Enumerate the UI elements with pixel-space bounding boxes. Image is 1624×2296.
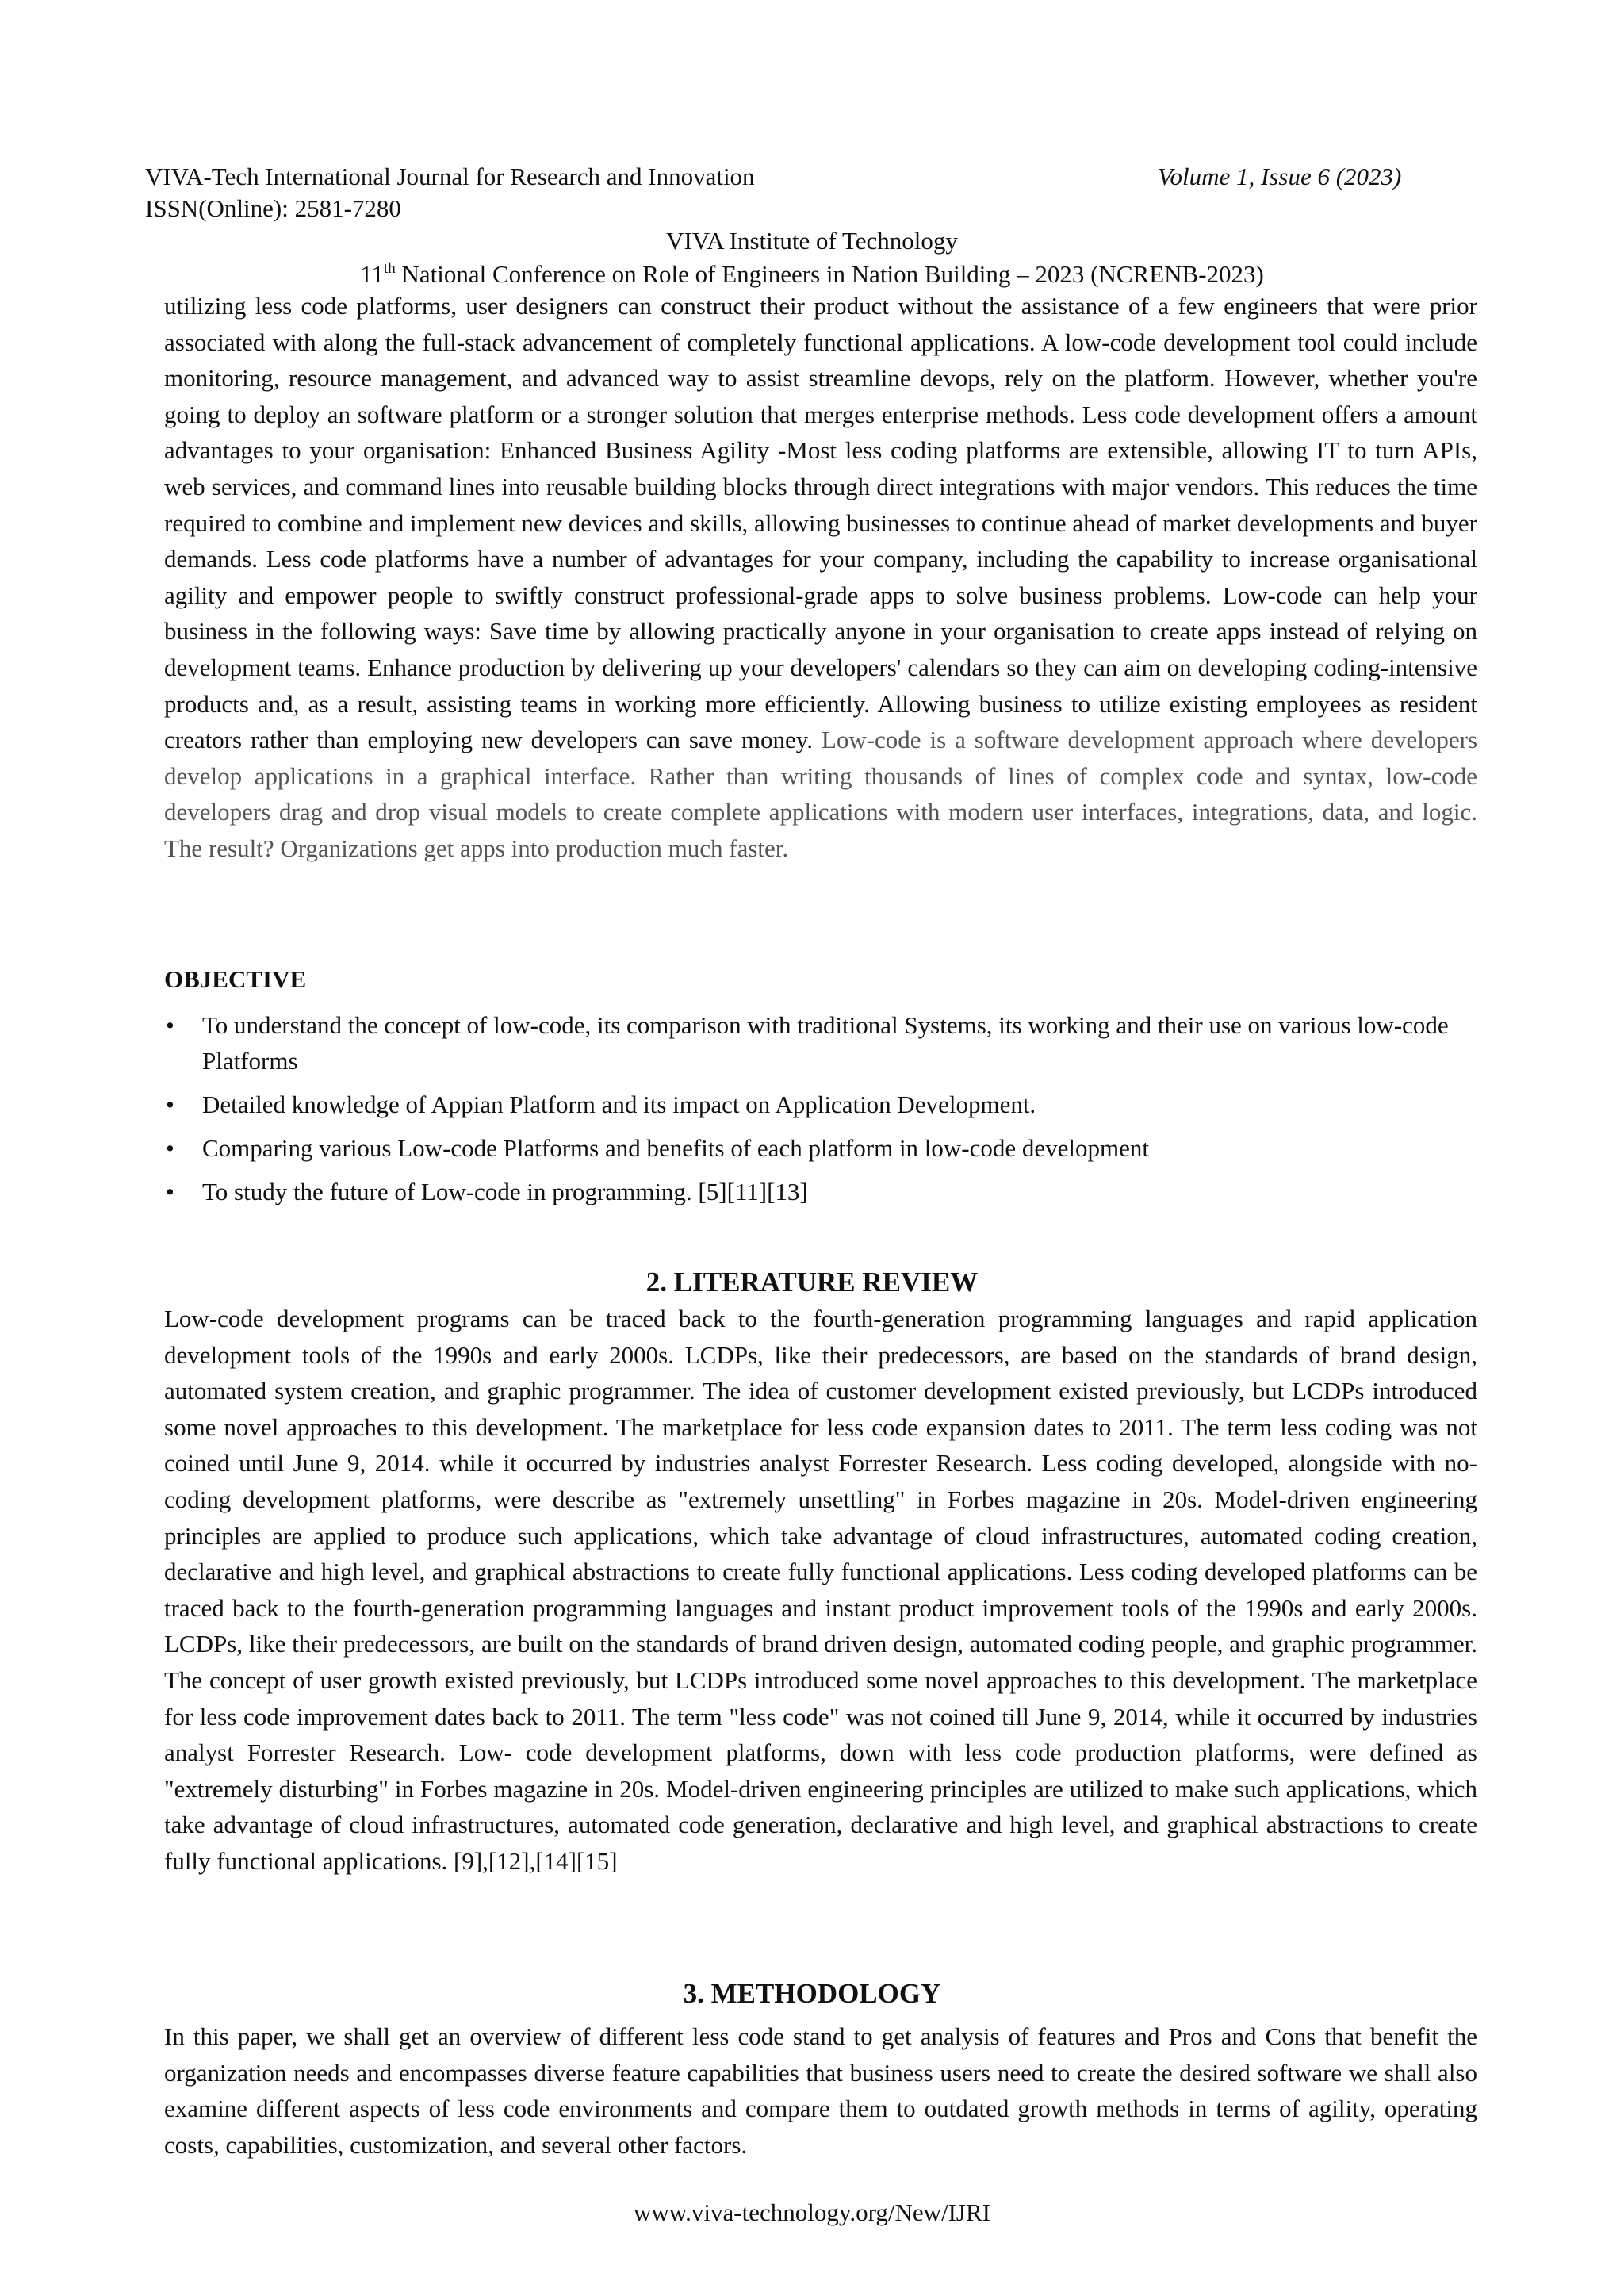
methodology-paragraph: In this paper, we shall get an overview of different less code stand to get analysis of features and Pros and Cons that benefit the organization needs and encompasses diverse feature capabilities that business users need to create the desired software we shall also examine different aspects of less code environments and compare them to outdated growth methods in terms of agility, operating costs, capabilities, customization, and several other factors. <box>164 2022 1477 2159</box>
conference-ordinal-number: 11 <box>360 260 384 288</box>
objective-item-text: To study the future of Low-code in programming. [5][11][13] <box>202 1178 808 1205</box>
volume-issue: Volume 1, Issue 6 (2023) <box>1158 163 1402 190</box>
bullet-icon: • <box>166 1011 174 1039</box>
objective-item <box>164 1007 1477 1079</box>
bullet-icon: • <box>166 1091 174 1118</box>
objective-item-text: To understand the concept of low-code, its comparison with traditional Systems, its working and their use on various low-code Platforms <box>202 1011 1449 1075</box>
objective-heading: OBJECTIVE <box>164 965 307 993</box>
journal-title: VIVA-Tech International Journal for Research and Innovation <box>145 163 755 190</box>
journal-header <box>145 161 755 224</box>
intro-gray-text: Low-code is a software development approach where developers develop applications in a graphical interface. Rather than writing thousands of lines of complex code and syntax, low-code developers drag and drop visual models to create complete applications with modern user interfaces, integrations, data, and logic. The result? Organizations get apps into production much faster. <box>164 726 1478 862</box>
objective-item <box>164 1174 1477 1209</box>
institute-name: VIVA Institute of Technology <box>666 227 958 255</box>
bullet-icon: • <box>166 1134 174 1162</box>
objective-item-text: Comparing various Low-code Platforms and benefits of each platform in low-code development <box>202 1134 1150 1162</box>
literature-review-heading: 2. LITERATURE REVIEW <box>645 1267 979 1297</box>
objective-list <box>164 1007 1477 1217</box>
intro-text: utilizing less code platforms, user designers can construct their product without the assistance of a few engineers that were prior associated with along the full-stack advancement of completely functional applications. A low-code development tool could include monitoring, resource management, and advanced way to assist streamline devops, rely on the platform. However, whether you're going to deploy an software platform or a stronger solution that merges enterprise methods. Less code development offers a amount advantages to your organisation: Enhanced Business Agility -Most less coding platforms are extensible, allowing IT to turn APIs, web services, and command lines into reusable building blocks through direct integrations with major vendors. This reduces the time required to combine and implement new devices and skills, allowing businesses to continue ahead of market developments and buyer demands. Less code platforms have a number of advantages for your company, including the capability to increase organisational agility and empower people to swiftly construct professional-grade apps to solve business problems. Low-code can help your business in the following ways: Save time by allowing practically anyone in your organisation to create apps instead of relying on development teams. Enhance production by delivering up your developers' calendars so they can aim on developing coding-intensive products and, as a result, assisting teams in working more efficiently. Allowing business to utilize existing employees as resident creators rather than employing new developers can save money. <box>164 292 1477 754</box>
objective-item <box>164 1130 1477 1166</box>
objective-item-text: Detailed knowledge of Appian Platform and its impact on Application Development. <box>202 1091 1036 1118</box>
conference-name: National Conference on Role of Engineers in Nation Building – 2023 (NCRENB-2023) <box>401 260 1264 288</box>
intro-paragraph <box>164 288 1477 867</box>
footer-url: www.viva-technology.org/New/IJRI <box>634 2198 990 2226</box>
methodology-heading: 3. METHODOLOGY <box>683 1978 941 2009</box>
conference-ordinal-suffix: th <box>383 260 396 277</box>
conference-line <box>0 259 1624 290</box>
objective-item <box>164 1087 1477 1122</box>
journal-issn: ISSN(Online): 2581-7280 <box>145 194 401 222</box>
bullet-icon: • <box>166 1178 174 1205</box>
literature-review-paragraph: Low-code development programs can be traced back to the fourth-generation programming languages and rapid application development tools of the 1990s and early 2000s. LCDPs, like their predecessors, are based on the standards of brand design, automated system creation, and graphic programmer. The idea of customer development existed previously, but LCDPs introduced some novel approaches to this development. The marketplace for less code expansion dates to 2011. The term less coding was not coined until June 9, 2014. while it occurred by industries analyst Forrester Research. Less coding developed, alongside with no-coding development platforms, were describe as "extremely unsettling" in Forbes magazine in 20s. Model-driven engineering principles are applied to produce such applications, which take advantage of cloud infrastructures, automated coding creation, declarative and high level, and graphical abstractions to create fully functional applications. Less coding developed platforms can be traced back to the fourth-generation programming languages and instant product improvement tools of the 1990s and early 2000s. LCDPs, like their predecessors, are built on the standards of brand driven design, automated coding people, and graphic programmer. The concept of user growth existed previously, but LCDPs introduced some novel approaches to this development. The marketplace for less code improvement dates back to 2011. The term "less code" was not coined till June 9, 2014, while it occurred by industries analyst Forrester Research. Low- code development platforms, down with less code production platforms, were defined as "extremely disturbing" in Forbes magazine in 20s. Model-driven engineering principles are utilized to make such applications, which take advantage of cloud infrastructures, automated code generation, declarative and high level, and graphical abstractions to create fully functional applications. [9],[12],[14][15] <box>164 1305 1477 1875</box>
